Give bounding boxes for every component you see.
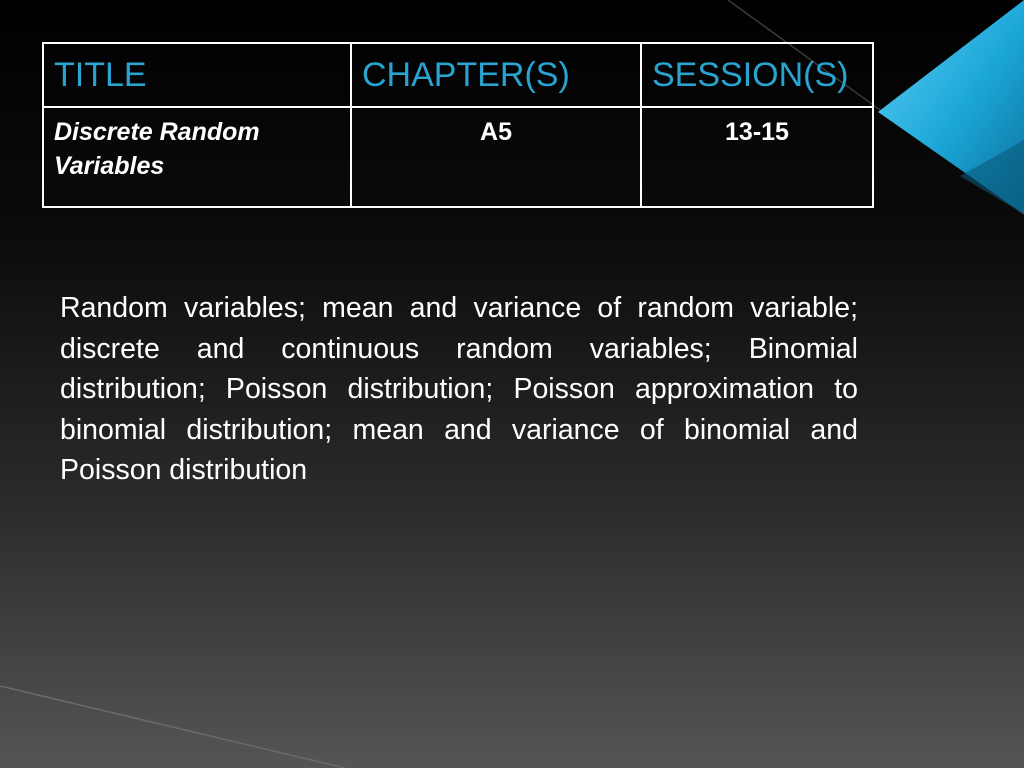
cell-sessions: 13-15 <box>641 107 873 207</box>
header-title: TITLE <box>43 43 351 107</box>
header-chapters: CHAPTER(S) <box>351 43 641 107</box>
table-row <box>43 107 873 207</box>
diagonal-line-bottom <box>0 686 345 768</box>
cell-chapter: A5 <box>351 107 641 207</box>
cell-title: Discrete Random Variables <box>43 107 351 207</box>
table-header-row <box>43 43 873 107</box>
header-sessions: SESSION(S) <box>641 43 873 107</box>
course-info-table <box>42 42 874 208</box>
topics-paragraph: Random variables; mean and variance of random variable; discrete and continuous random variables; Binomial distribution; Poisson distribution; Poisson approximation to binomial distribution; mean and variance of binomial and Poisson distribution <box>60 292 858 486</box>
